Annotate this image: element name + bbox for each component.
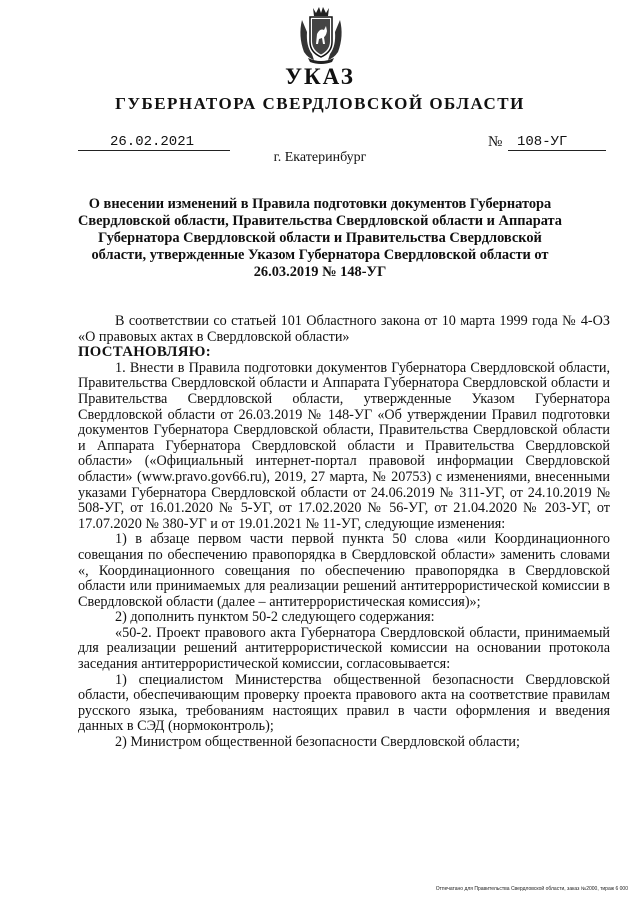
paragraph-2: 1) в абзаце первом части первой пункта 50 слова «или Координационного совещания по обеспечению правопорядка в Свердловской области» заменить словами «, Координационного совещания по обеспечению правопорядка в Свердловской области или принимаемых для реализации решений антитеррористической комиссии в Свердловской области (далее – антитеррористическая комиссия)»; <box>78 531 610 610</box>
city-line: г. Екатеринбург <box>273 150 367 165</box>
print-footer: Отпечатано для Правительства Свердловской области, заказ №2000, тираж 6 000 <box>435 886 628 892</box>
issuer-title: ГУБЕРНАТОРА СВЕРДЛОВСКОЙ ОБЛАСТИ <box>115 94 525 113</box>
document-body <box>78 314 610 751</box>
coat-of-arms-icon <box>296 6 346 64</box>
paragraph-3: 2) дополнить пунктом 50-2 следующего содержания: <box>115 609 435 626</box>
intro-paragraph: В соответствии со статьей 101 Областного закона от 10 марта 1999 года № 4-ОЗ «О правовых актах в Свердловской области» <box>78 313 610 345</box>
document-heading: О внесении изменений в Правила подготовки документов Губернатора Свердловской области, Правительства Свердловской области и Аппарата Губернатора Свердловской области и Правительства Свердловской области, утвержденные Указом Губернатора Свердловской области от 26.03.2019 № 148-УГ <box>78 196 562 280</box>
document-date: 26.02.2021 <box>110 134 195 150</box>
resolution-word: ПОСТАНОВЛЯЮ: <box>78 344 211 361</box>
document-number: 108-УГ <box>517 134 568 150</box>
number-sign: № <box>488 134 503 150</box>
paragraph-4: «50-2. Проект правового акта Губернатора Свердловской области, принимаемый для реализации решений антитеррористической комиссии на основании протокола заседания антитеррористической комиссии, согласовывается: <box>78 624 610 673</box>
paragraph-1: 1. Внести в Правила подготовки документов Губернатора Свердловской области, Правительства Свердловской области и Аппарата Губернатора Свердловской области и Правительства Свердловской области, утвержденные Указом Губернатора Свердловской области от 26.03.2019 № 148-УГ «Об утверждении Правил подготовки документов Губернатора Свердловской области, Правительства Свердловской области и Аппарата Губернатора Свердловской области и Правительства Свердловской области» («Официальный интернет-портал правовой информации Свердловской области» (www.pravo.gov66.ru), 2019, 27 марта, № 20753) с изменениями, внесенными указами Губернатора Свердловской области от 24.06.2019 № 311-УГ, от 24.10.2019 № 508-УГ, от 16.01.2020 № 5-УГ, от 17.02.2020 № 56-УГ, от 21.04.2020 № 203-УГ, от 17.07.2020 № 380-УГ и от 19.01.2021 № 11-УГ, следующие изменения: <box>78 359 610 532</box>
document-type-title: УКАЗ <box>285 64 355 89</box>
paragraph-6: 2) Министром общественной безопасности Свердловской области; <box>115 734 520 751</box>
paragraph-5: 1) специалистом Министерства общественной безопасности Свердловской области, обеспечивающим проверку проекта правового акта на соответствие правилам русского языка, требованиям настоящих правил в части оформления и введения данных в СЭД (нормоконтроль); <box>78 671 610 735</box>
